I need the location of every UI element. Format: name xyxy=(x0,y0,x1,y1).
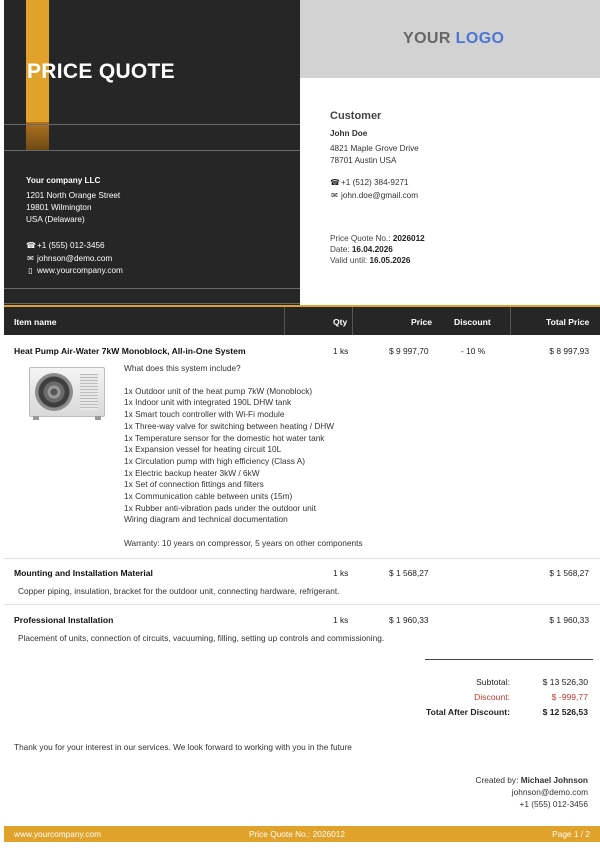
item-name: Professional Installation xyxy=(14,615,114,625)
grille xyxy=(80,374,98,410)
accent-bar-shade xyxy=(26,122,49,150)
item-qty: 1 ks xyxy=(333,568,349,578)
customer-name: John Doe xyxy=(330,129,368,138)
quote-date: 16.04.2026 xyxy=(351,245,393,254)
divider xyxy=(4,303,300,304)
column-divider xyxy=(352,307,353,335)
envelope-icon: ✉ xyxy=(27,253,34,263)
item-total: $ 8 997,93 xyxy=(549,346,589,356)
company-address-line: 1201 North Orange Street xyxy=(26,191,121,200)
footer-page: Page 1 / 2 xyxy=(552,829,590,839)
item-qty: 1 ks xyxy=(333,346,349,356)
item-price: $ 9 997,70 xyxy=(389,346,429,356)
company-name: Your company LLC xyxy=(26,176,101,185)
subtotal-value: $ 13 526,30 xyxy=(542,677,588,687)
total-label: Total After Discount: xyxy=(425,707,510,717)
heat-pump-image xyxy=(29,367,105,417)
phone-icon: ☎ xyxy=(330,178,340,187)
item-description: What does this system include? 1x Outdoor unit of the heat pump 7kW (Monoblock) 1x Indoor unit with integrated 190L DHW tank 1x Smart touch controller with Wi-Fi module 1x Three-way valve for switching between heating / DHW 1x Temperature sensor for the domestic hot water tank 1x Expansion vessel for heating circuit 10L 1x Circulation pump with high efficiency (Class A) 1x Electric backup heater 3kW / 6kW 1x Set of connection fittings and filters 1x Communication cable between units (15m) 1x Rubber anti-vibration pads under the outdoor unit Wiring diagram and technical documentation Warranty: 10 years on compressor, 5 years on other components xyxy=(124,363,363,549)
customer-block xyxy=(330,110,419,167)
col-header-item: Item name xyxy=(14,317,57,327)
quote-valid-until: 16.05.2026 xyxy=(369,256,411,265)
company-address-line: 19801 Wilmington xyxy=(26,203,92,212)
created-by: Created by: Michael Johnson johnson@demo.com +1 (555) 012-3456 xyxy=(475,775,588,809)
item-price: $ 1 960,33 xyxy=(389,615,429,625)
item-discount: - 10 % xyxy=(461,346,486,356)
logo-area xyxy=(300,0,600,78)
company-header-panel xyxy=(4,0,300,306)
company-address-line: USA (Delaware) xyxy=(26,215,85,224)
discount-label: Discount: xyxy=(474,692,510,702)
item-price: $ 1 568,27 xyxy=(389,568,429,578)
customer-address-line: 4821 Maple Grove Drive xyxy=(330,144,419,153)
customer-phone: +1 (512) 384-9271 xyxy=(341,178,409,187)
item-qty: 1 ks xyxy=(333,615,349,625)
fan-icon xyxy=(35,373,73,411)
col-header-qty: Qty xyxy=(333,317,348,327)
customer-address-line: 78701 Austin USA xyxy=(330,156,397,165)
company-phone: +1 (555) 012-3456 xyxy=(37,241,105,250)
column-divider xyxy=(510,307,511,335)
item-description: Copper piping, insulation, bracket for the outdoor unit, connecting hardware, refrigerant. xyxy=(18,586,340,596)
totals-divider xyxy=(425,659,593,660)
customer-heading: Customer xyxy=(330,110,382,122)
col-header-price: Price xyxy=(411,317,433,327)
document-title: PRICE QUOTE xyxy=(27,60,175,83)
footer-website: www.yourcompany.com xyxy=(14,829,101,839)
divider xyxy=(4,150,300,151)
row-divider xyxy=(4,604,600,605)
subtotal-label: Subtotal: xyxy=(476,677,510,687)
author-email: johnson@demo.com xyxy=(511,787,588,797)
item-name: Mounting and Installation Material xyxy=(14,568,153,578)
author-name: Michael Johnson xyxy=(520,775,588,785)
company-email: johnson@demo.com xyxy=(37,253,113,263)
quote-meta: Price Quote No.: 2026012 Date: 16.04.2026 Valid until: 16.05.2026 xyxy=(330,234,425,265)
item-total: $ 1 960,33 xyxy=(549,615,589,625)
row-divider xyxy=(4,558,600,559)
phone-icon: ☎ xyxy=(26,241,36,250)
customer-contact xyxy=(330,177,418,202)
item-description: Placement of units, connection of circuits, vacuuming, filling, setting up controls and commissioning. xyxy=(18,633,385,643)
divider xyxy=(4,288,300,289)
company-address xyxy=(26,175,120,226)
item-total: $ 1 568,27 xyxy=(549,568,589,578)
envelope-icon: ✉ xyxy=(331,190,338,200)
footer xyxy=(4,826,600,842)
footer-quote-no: Price Quote No.: 2026012 xyxy=(249,829,345,839)
col-header-discount: Discount xyxy=(454,317,491,327)
customer-email: john.doe@gmail.com xyxy=(341,190,419,200)
table-header xyxy=(4,307,600,335)
col-header-total: Total Price xyxy=(546,317,590,327)
author-phone: +1 (555) 012-3456 xyxy=(519,799,588,809)
thank-you-note: Thank you for your interest in our services. We look forward to working with you in the future xyxy=(14,742,352,752)
company-contact xyxy=(26,240,123,278)
mobile-icon: ▯ xyxy=(28,266,33,275)
discount-value: $ -999,77 xyxy=(551,692,588,702)
total-value: $ 12 526,53 xyxy=(542,707,588,717)
company-website: www.yourcompany.com xyxy=(37,266,123,275)
divider xyxy=(4,124,300,125)
column-divider xyxy=(284,307,285,335)
logo: YOUR LOGO xyxy=(403,30,505,47)
quote-number: 2026012 xyxy=(392,234,425,243)
item-name: Heat Pump Air-Water 7kW Monoblock, All-in-One System xyxy=(14,346,246,356)
unit-feet xyxy=(33,416,101,420)
